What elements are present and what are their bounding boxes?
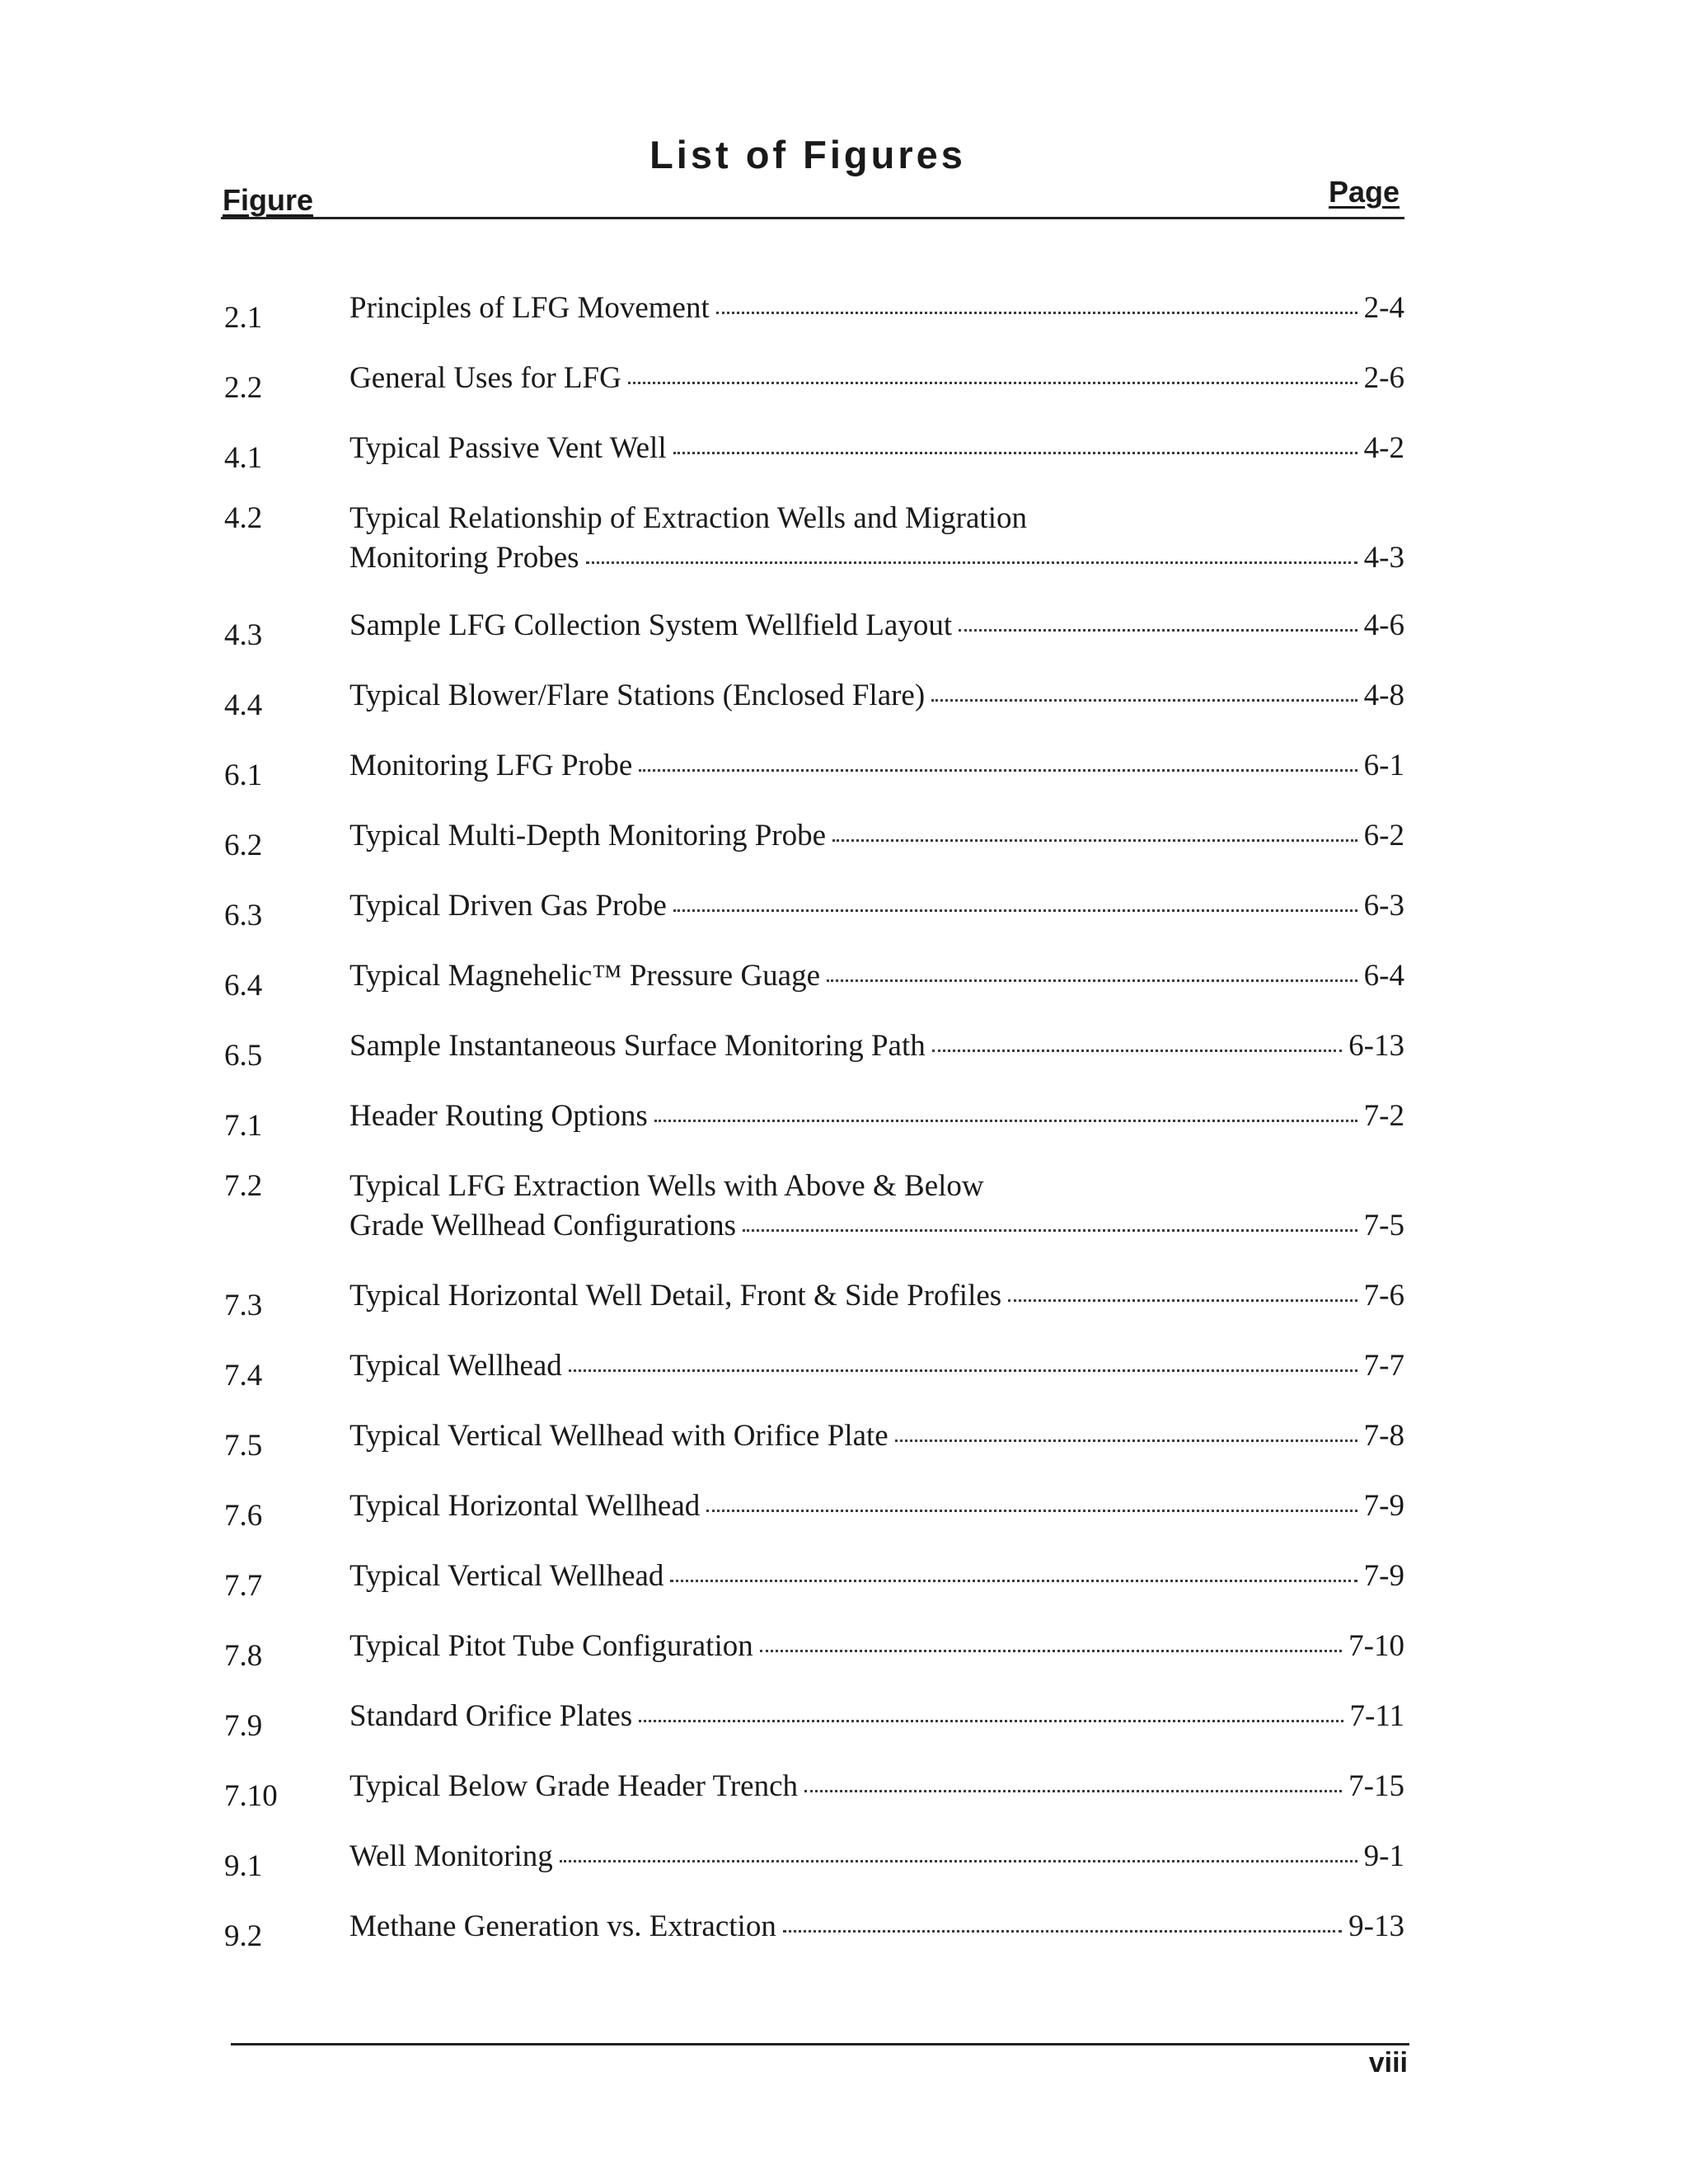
- figure-caption-line: [349, 1097, 1404, 1136]
- figure-page-ref: 4-2: [1363, 431, 1404, 465]
- figure-number: 4.2: [224, 501, 263, 535]
- dot-leader: [716, 312, 1357, 314]
- figure-caption-block: [349, 746, 1404, 786]
- dot-leader: [743, 1229, 1357, 1232]
- figure-caption-first-line: Typical LFG Extraction Wells with Above & Below: [349, 1169, 984, 1203]
- figure-caption-line: [349, 1557, 1404, 1596]
- figure-page-ref: 9-1: [1363, 1839, 1404, 1873]
- figure-number: 4.1: [224, 441, 263, 475]
- header-rule: [221, 217, 1404, 219]
- figure-page-ref: 7-5: [1363, 1209, 1404, 1242]
- figure-page-ref: 7-7: [1363, 1349, 1404, 1383]
- figure-number: 7.8: [224, 1639, 263, 1673]
- figure-caption-block: [349, 1837, 1404, 1876]
- figure-caption-block: [349, 1416, 1404, 1456]
- figure-caption-block: [349, 1627, 1404, 1666]
- figure-page-ref: 7-6: [1363, 1279, 1404, 1313]
- figure-caption-block: [349, 1557, 1404, 1596]
- dot-leader: [760, 1650, 1342, 1652]
- dot-leader: [783, 1930, 1342, 1933]
- figure-number: 7.6: [224, 1499, 263, 1533]
- figure-caption: General Uses for LFG: [349, 361, 621, 395]
- figure-caption: Typical Vertical Wellhead with Orifice Plate: [349, 1419, 889, 1453]
- figure-caption-block: [349, 1346, 1404, 1386]
- figure-page-ref: 7-9: [1363, 1489, 1404, 1523]
- figure-caption-line: [349, 429, 1404, 468]
- dot-leader: [569, 1369, 1357, 1372]
- figure-page-ref: 7-2: [1363, 1099, 1404, 1133]
- figure-number: 7.7: [224, 1569, 263, 1603]
- dot-leader: [827, 979, 1357, 982]
- dot-leader: [639, 1720, 1343, 1722]
- figure-number: 4.3: [224, 618, 263, 652]
- figure-caption-line: [349, 956, 1404, 996]
- footer-rule: [231, 2043, 1409, 2045]
- figure-caption-line: [349, 816, 1404, 856]
- dot-leader: [932, 1050, 1342, 1052]
- figure-caption: Grade Wellhead Configurations: [349, 1209, 736, 1242]
- figure-caption-line: [349, 1206, 1404, 1246]
- figure-caption: Typical Horizontal Wellhead: [349, 1489, 701, 1523]
- figure-caption: Principles of LFG Movement: [349, 291, 710, 325]
- figure-page-ref: 4-8: [1363, 679, 1404, 712]
- figure-caption-line: [349, 1276, 1404, 1316]
- figure-caption: Typical Multi-Depth Monitoring Probe: [349, 819, 827, 852]
- dot-leader: [560, 1860, 1357, 1862]
- figure-caption: Monitoring LFG Probe: [349, 749, 633, 782]
- figure-caption-line: [349, 289, 1404, 328]
- figure-number: 9.2: [224, 1919, 263, 1953]
- figure-entry: [224, 956, 1404, 1003]
- figure-caption-line: [349, 1907, 1404, 1947]
- figure-number: 7.3: [224, 1289, 263, 1322]
- dot-leader: [670, 1580, 1357, 1582]
- figure-caption-line: [349, 1026, 1404, 1066]
- figure-caption-line: [349, 359, 1404, 398]
- dot-leader: [931, 699, 1357, 702]
- figure-caption: Typical Magnehelic™ Pressure Guage: [349, 959, 821, 993]
- figure-page-ref: 2-6: [1363, 361, 1404, 395]
- figure-caption-line: [349, 1837, 1404, 1876]
- figure-entry: [224, 1346, 1404, 1393]
- figure-caption: Sample Instantaneous Surface Monitoring Path: [349, 1029, 926, 1063]
- figure-number: 7.5: [224, 1429, 263, 1463]
- figure-caption-block: [349, 289, 1404, 328]
- figure-caption-line: [349, 1346, 1404, 1386]
- figure-caption: Header Routing Options: [349, 1099, 648, 1133]
- figure-number: 6.1: [224, 759, 263, 792]
- figure-caption-line: [349, 1487, 1404, 1526]
- figure-page-ref: 6-4: [1363, 959, 1404, 993]
- figure-caption-line: [349, 746, 1404, 786]
- figure-caption: Typical Below Grade Header Trench: [349, 1769, 799, 1803]
- figure-entry: [224, 676, 1404, 722]
- figure-entry: [224, 746, 1404, 792]
- dot-leader: [895, 1440, 1357, 1442]
- figure-caption-block: [349, 499, 1404, 578]
- figure-number: 4.4: [224, 688, 263, 722]
- figure-caption: Standard Orifice Plates: [349, 1699, 633, 1733]
- dot-leader: [673, 452, 1357, 454]
- figure-caption: Methane Generation vs. Extraction: [349, 1909, 776, 1943]
- figure-entry: [224, 1167, 1404, 1246]
- figure-entry: [224, 1097, 1404, 1143]
- figure-caption-block: [349, 816, 1404, 856]
- figure-caption-block: [349, 1097, 1404, 1136]
- figure-caption: Typical Pitot Tube Configuration: [349, 1629, 753, 1663]
- figure-caption-block: [349, 956, 1404, 996]
- dot-leader: [639, 769, 1357, 772]
- figure-caption-block: [349, 1167, 1404, 1246]
- figure-caption-block: [349, 676, 1404, 716]
- figure-caption: Typical Horizontal Well Detail, Front & Side Profiles: [349, 1279, 1002, 1313]
- figure-caption: Typical Passive Vent Well: [349, 431, 667, 465]
- page-title: List of Figures: [649, 133, 966, 176]
- figure-caption-block: [349, 1697, 1404, 1736]
- figure-number: 9.1: [224, 1849, 263, 1883]
- figure-caption: Sample LFG Collection System Wellfield Layout: [349, 608, 953, 642]
- figure-page-ref: 7-10: [1348, 1629, 1404, 1663]
- figure-page-ref: 7-9: [1363, 1559, 1404, 1593]
- figure-caption-line: [349, 676, 1404, 716]
- figure-caption-first-line: Typical Relationship of Extraction Wells and Migration: [349, 501, 1027, 535]
- page-number: viii: [1368, 2047, 1408, 2078]
- figure-entry: [224, 499, 1404, 578]
- figure-entry: [224, 606, 1404, 652]
- figure-caption: Typical Driven Gas Probe: [349, 889, 667, 923]
- figure-caption-block: [349, 1276, 1404, 1316]
- figure-entry: [224, 816, 1404, 862]
- figure-caption-line: [349, 606, 1404, 646]
- figure-number: 7.2: [224, 1169, 263, 1203]
- dot-leader: [1008, 1299, 1357, 1302]
- figure-caption-block: [349, 429, 1404, 468]
- dot-leader: [706, 1510, 1357, 1512]
- figure-entry: [224, 1557, 1404, 1603]
- figure-entry: [224, 1276, 1404, 1322]
- figure-entry: [224, 289, 1404, 335]
- figure-entry: [224, 1026, 1404, 1073]
- figure-number: 2.2: [224, 371, 263, 405]
- figure-page-ref: 2-4: [1363, 291, 1404, 325]
- dot-leader: [586, 561, 1357, 564]
- figure-page-ref: 9-13: [1348, 1909, 1404, 1943]
- dot-leader: [673, 909, 1357, 912]
- figure-caption: Typical Blower/Flare Stations (Enclosed Flare): [349, 679, 926, 712]
- figure-caption-block: [349, 606, 1404, 646]
- figure-caption-block: [349, 1767, 1404, 1806]
- figure-entry: [224, 886, 1404, 932]
- figure-page-ref: 4-3: [1363, 541, 1404, 575]
- figure-entry: [224, 1697, 1404, 1743]
- figure-entry: [224, 1907, 1404, 1953]
- figure-caption-block: [349, 359, 1404, 398]
- figure-entry: [224, 1767, 1404, 1813]
- dot-leader: [654, 1120, 1357, 1122]
- figure-page-ref: 6-3: [1363, 889, 1404, 923]
- figure-caption-line: [349, 1697, 1404, 1736]
- dot-leader: [832, 839, 1357, 842]
- figure-entry: [224, 1416, 1404, 1463]
- figure-page-ref: 7-8: [1363, 1419, 1404, 1453]
- figure-page-ref: 7-11: [1349, 1699, 1404, 1733]
- figure-caption-line: [349, 886, 1404, 926]
- figure-caption-line: [349, 538, 1404, 578]
- figure-number: 6.4: [224, 969, 263, 1003]
- dot-leader: [959, 629, 1357, 632]
- figure-entry: [224, 1837, 1404, 1883]
- page-column-heading: Page: [1328, 175, 1400, 209]
- figure-caption: Typical Wellhead: [349, 1349, 562, 1383]
- figure-caption: Typical Vertical Wellhead: [349, 1559, 664, 1593]
- figure-page-ref: 4-6: [1363, 608, 1404, 642]
- figure-number: 6.2: [224, 829, 263, 862]
- figure-page-ref: 6-13: [1348, 1029, 1404, 1063]
- figure-column-heading: Figure: [223, 183, 314, 217]
- figure-number: 7.1: [224, 1109, 263, 1143]
- figure-page-ref: 6-2: [1363, 819, 1404, 852]
- dot-leader: [628, 382, 1357, 384]
- figure-page-ref: 7-15: [1348, 1769, 1404, 1803]
- figure-caption-line: [349, 1767, 1404, 1806]
- figure-caption-line: [349, 1416, 1404, 1456]
- figure-entry: [224, 1487, 1404, 1533]
- figure-caption-block: [349, 1487, 1404, 1526]
- figure-number: 6.5: [224, 1039, 263, 1073]
- figure-number: 2.1: [224, 301, 263, 335]
- dot-leader: [804, 1790, 1342, 1792]
- figure-caption: Well Monitoring: [349, 1839, 553, 1873]
- figure-entry: [224, 1627, 1404, 1673]
- figure-number: 7.10: [224, 1779, 278, 1813]
- figure-caption-block: [349, 1026, 1404, 1066]
- figure-entry: [224, 429, 1404, 475]
- figure-number: 7.9: [224, 1709, 263, 1743]
- figure-caption-block: [349, 1907, 1404, 1947]
- figure-number: 6.3: [224, 899, 263, 932]
- figure-entry: [224, 359, 1404, 405]
- figure-page-ref: 6-1: [1363, 749, 1404, 782]
- figure-caption: Monitoring Probes: [349, 541, 579, 575]
- figure-caption-block: [349, 886, 1404, 926]
- figure-caption-line: [349, 1627, 1404, 1666]
- figure-number: 7.4: [224, 1359, 263, 1393]
